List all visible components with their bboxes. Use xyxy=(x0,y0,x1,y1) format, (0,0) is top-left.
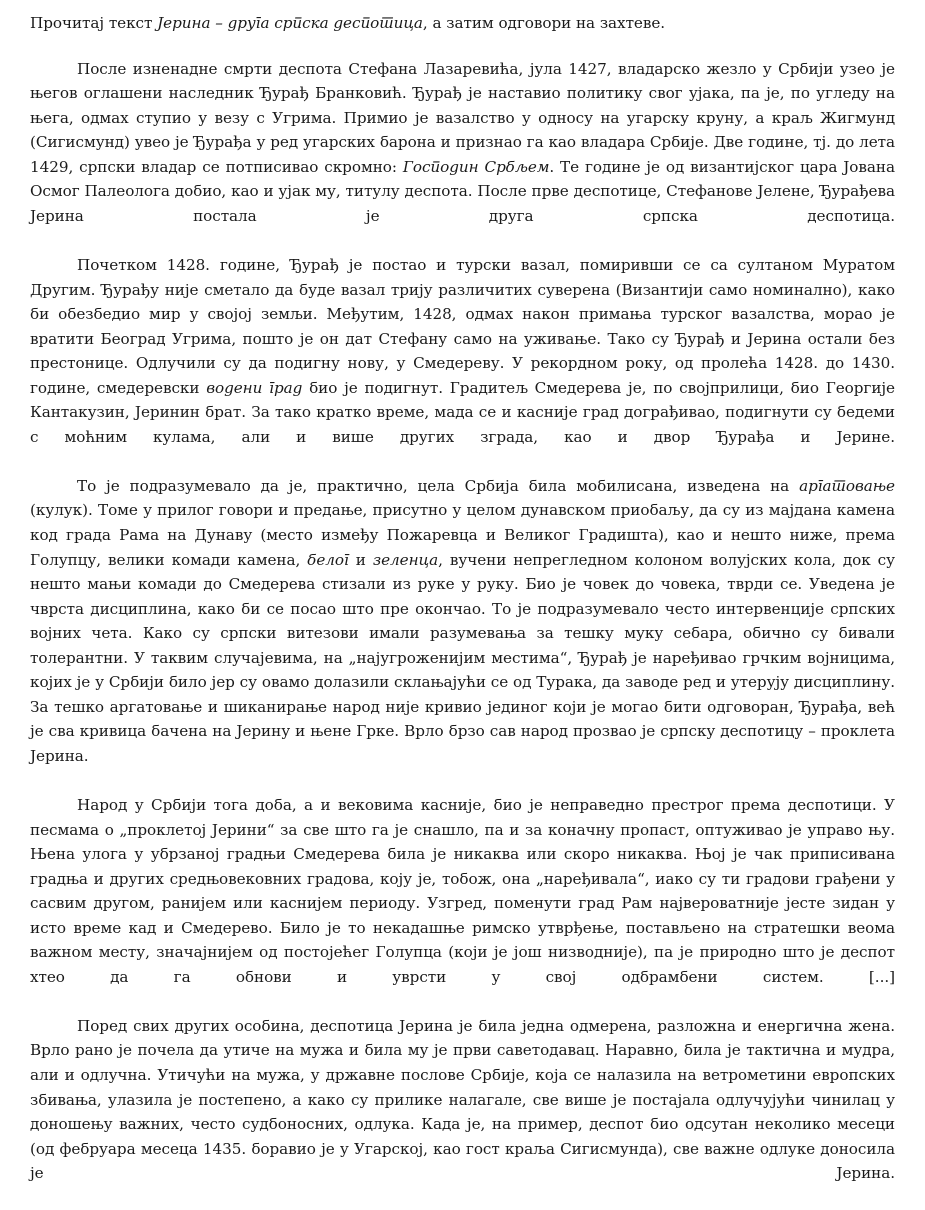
passage-paragraph xyxy=(30,57,895,253)
passage-paragraph xyxy=(30,253,895,474)
reading-passage xyxy=(30,57,895,1210)
passage-text: После изненадне смрти деспота Стефана Лазаревића, јула 1427, владарско жезло у Србији узео је његов оглашени наследник Ђурађ Бранковић. Ђурађ је наставио политику свог ујака, па је, по угледу на њега, одмах ступио у везу с Угрима. Примио је вазалство у односу на угарску круну, а краљ Жигмунд (Сигисмунд) увео је Ђурађа у ред угарских барона и признао га као владара Србије. Две године, тј. до лета 1429, српски владар се потписивао скромно: xyxy=(30,59,895,176)
passage-text: . Те године је од византијског цара Јована Осмог Палеолога добио, као и ујак му, титулу деспота. После прве деспотице, Стефанове Јелене, Ђурађева Јерина постала је друга српска деспотица. xyxy=(30,157,895,225)
passage-text: , вучени непрегледном колоном волујских кола, док су нешто мањи комади до Смедерева стизали из руке у руку. Био је човек до човека, тврди се. Уведена је чврста дисциплина, како би се посао што пре окончао. То је подразумевало често интервенције српских војних чета. Како су српски витезови имали разумевања за тешку муку себара, обично су бивали толерантни. У таквим случајевима, на „најугроженијим местима“, Ђурађ је наређивао грчким војницима, којих је у Србији било јер су овамо долазили склањајући се од Турака, да заводе ред и утерују дисциплину. За тешко аргатовање и шиканирање народ није кривио јединог који је могао бити одговоран, Ђурађа, већ је сва кривица бачена на Јерину и њене Грке. Врло брзо сав народ прозвао је српску деспотицу – проклета Јерина. xyxy=(30,550,895,765)
emphasized-term: белог xyxy=(307,550,349,569)
emphasized-term: Господин Србљем xyxy=(402,157,550,176)
passage-text: То је подразумевало да је, практично, цела Србија била мобилисана, изведена на xyxy=(77,476,800,495)
emphasized-term: аргатовање xyxy=(799,476,895,495)
task-instruction xyxy=(30,11,895,36)
passage-text: (кулук). Томе у прилог говори и предање, присутно у целом дунавском приобаљу, да су из мајдана камена код града Рама на Дунаву (место између Пожаревца и Великог Градишта), као и нешто ниже, према Голупцу, велики комади камена, xyxy=(30,501,895,569)
emphasized-term: водени град xyxy=(206,378,303,397)
passage-text: Поред свих других особина, деспотица Јерина је била једна одмерена, разложна и енергична жена. Врло рано је почела да утиче на мужа и била му је први саветодавац. Наравно, била је тактична и мудра, али и одлучна. Утичући на мужа, у државне послове Србије, која се налазила на ветрометини европских збивања, улазила је постепено, а како су прилике налагале, све више је постајала одлучујући чинилац у доношењу важних, често судбоносних, одлука. Када је, на пример, деспот био одсутан неколико месеци (од фебруара месеца 1435. боравио је у Угарској, као гост краља Сигисмунда), све важне одлуке доносила је Јерина. xyxy=(30,1016,895,1183)
passage-text: био је подигнут. Градитељ Смедерева је, по својприлици, био Георгије Кантакузин, Јеринин брат. За тако кратко време, мада се и касније град дограђивао, подигнути су бедеми с моћним кулама, али и више других зграда, као и двор Ђурађа и Јерине. xyxy=(30,378,895,446)
passage-paragraph xyxy=(30,793,895,1014)
passage-paragraph xyxy=(30,1014,895,1210)
instruction-suffix: , а затим одговори на захтеве. xyxy=(422,14,666,32)
emphasized-term: зеленца xyxy=(372,550,439,569)
passage-text: Народ у Србији тога доба, а и вековима касније, био је неправедно престрог према деспотици. У песмама о „проклетој Јерини“ за све што га је снашло, па и за коначну пропаст, оптуживао је управо њу. Њена улога у убрзаној градњи Смедерева била је никаква или скоро никаква. Њој је чак приписивана градња и других средњовековних градова, коју је, тобож, она „наређивала“, иако су ти градови грађени у сасвим другом, ранијем или каснијем периоду. Узгред, поменути град Рам највероватније јесте зидан у исто време кад и Смедерево. Било је то некадашње римско утврђење, постављено на стратешки веома важном месту, значајнијем од постојећег Голупца (који је још низводније), па је природно што је деспот хтео да га обнови и уврсти у свој одбрамбени систем. [...] xyxy=(30,796,895,986)
passage-text: Почетком 1428. године, Ђурађ је постао и турски вазал, помиривши се са султаном Муратом Другим. Ђурађу није сметало да буде вазал трију различитих суверена (Византији само номинално), како би обезбедио мир у својој земљи. Међутим, 1428, одмах након примања турског вазалства, морао је вратити Београд Угрима, пошто је он дат Стефану само на уживање. Тако су Ђурађ и Јерина остали без престонице. Одлучили су да подигну нову, у Смедереву. У рекордном року, од пролећа 1428. до 1430. године, смедеревски xyxy=(30,255,895,397)
instruction-prefix: Прочитај текст xyxy=(30,14,158,32)
passage-paragraph xyxy=(30,474,895,793)
instruction-title: Јерина – друга српска деспотица xyxy=(157,14,423,32)
passage-text: и xyxy=(348,550,373,569)
